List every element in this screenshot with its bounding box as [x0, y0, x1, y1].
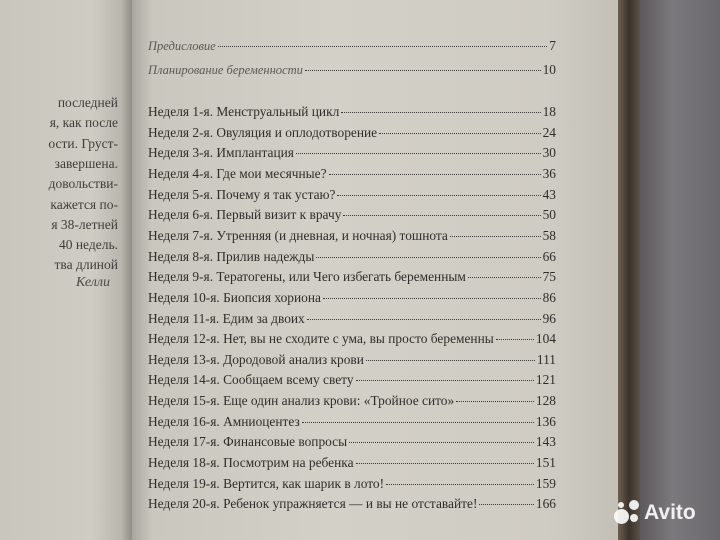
- toc-entry: [148, 166, 556, 182]
- toc-page-number: 166: [535, 496, 556, 512]
- dot-leader: [337, 195, 540, 196]
- dot-leader: [323, 298, 541, 299]
- toc-entry: [148, 393, 556, 409]
- toc-title: Неделя 2-я. Овуляция и оплодотворение: [148, 124, 378, 140]
- toc-title: Неделя 20-я. Ребенок упражняется — и вы не отставайте!: [148, 496, 478, 512]
- toc-page-number: 136: [535, 413, 556, 429]
- toc-entry: [148, 290, 556, 306]
- left-page: [0, 0, 132, 540]
- toc-title: Неделя 17-я. Финансовые вопросы: [148, 434, 348, 450]
- dot-leader: [456, 401, 534, 402]
- toc-title: Неделя 16-я. Амниоцентез: [148, 413, 300, 429]
- toc-entry: [148, 331, 556, 347]
- toc-entry: [148, 476, 556, 492]
- toc-page-number: 24: [542, 124, 556, 140]
- dot-leader: [307, 319, 541, 320]
- toc-title: Планирование беременности: [148, 63, 303, 77]
- toc-page-number: 86: [542, 289, 556, 305]
- signature: Келли: [75, 275, 110, 290]
- toc-title: Неделя 3-я. Имплантация: [148, 145, 294, 161]
- dot-leader: [349, 442, 534, 443]
- toc-title: Неделя 14-я. Сообщаем всему свету: [148, 372, 354, 388]
- toc-entry: [148, 145, 556, 161]
- toc-entry: [148, 104, 556, 120]
- toc-page-number: 128: [535, 393, 556, 409]
- toc-page-number: 143: [535, 434, 556, 450]
- watermark-text: Avito: [644, 501, 696, 524]
- toc-entry: [148, 455, 556, 471]
- toc-entry: [148, 249, 556, 265]
- left-page-line: ости. Груст-: [48, 135, 118, 151]
- toc-title: Предисловие: [148, 39, 216, 53]
- toc-page-number: 151: [535, 455, 556, 471]
- dot-leader: [496, 339, 534, 340]
- toc-title: Неделя 11-я. Едим за двоих: [148, 310, 305, 326]
- toc-page-number: 66: [542, 248, 556, 264]
- dot-leader: [316, 257, 540, 258]
- toc-page-number: 18: [542, 104, 556, 119]
- toc-title: Неделя 19-я. Вертится, как шарик в лото!: [148, 475, 385, 491]
- left-page-line: кажется по-: [50, 196, 118, 212]
- toc-entry: [148, 269, 556, 285]
- toc-title: Неделя 10-я. Биопсия хориона: [148, 289, 321, 305]
- toc-title: Неделя 18-я. Посмотрим на ребенка: [148, 455, 354, 471]
- dot-leader: [386, 484, 534, 485]
- avito-logo-icon: [614, 500, 640, 526]
- left-page-line: 40 недель.: [58, 237, 118, 253]
- toc-page-number: 111: [536, 351, 556, 367]
- dot-leader: [218, 46, 548, 47]
- toc-entry: [148, 62, 556, 78]
- toc-entry: [148, 352, 556, 368]
- dot-leader: [305, 70, 541, 71]
- toc-page-number: 30: [542, 145, 556, 161]
- toc-title: Неделя 1-я. Менструальный цикл: [148, 104, 340, 119]
- toc-title: Неделя 12-я. Нет, вы не сходите с ума, вы просто беременны: [148, 331, 494, 347]
- dot-leader: [468, 277, 541, 278]
- toc-title: Неделя 6-я. Первый визит к врачу: [148, 207, 342, 223]
- toc-title: Неделя 5-я. Почему я так устаю?: [148, 186, 336, 202]
- dot-leader: [379, 133, 541, 134]
- dot-leader: [329, 174, 541, 175]
- dot-leader: [341, 112, 540, 113]
- left-page-line: тва длиной: [54, 257, 118, 273]
- toc-page-number: 7: [549, 38, 556, 53]
- left-page-line: завершена.: [54, 155, 118, 171]
- toc-entry: [148, 311, 556, 327]
- book-edge: [618, 0, 640, 540]
- toc-entry: [148, 38, 556, 54]
- dot-leader: [356, 463, 534, 464]
- toc-page-number: 96: [542, 310, 556, 326]
- toc-page-number: 159: [535, 475, 556, 491]
- plastic-sleeve: [640, 0, 720, 540]
- toc-entry: [148, 496, 556, 512]
- dot-leader: [366, 360, 535, 361]
- dot-leader: [343, 215, 540, 216]
- toc-title: Неделя 7-я. Утренняя (и дневная, и ночная) тошнота: [148, 227, 448, 243]
- toc-page-number: 58: [542, 227, 556, 243]
- toc-page-number: 104: [535, 331, 556, 347]
- dot-leader: [356, 380, 534, 381]
- dot-leader: [450, 236, 541, 237]
- toc-title: Неделя 4-я. Где мои месячные?: [148, 165, 327, 181]
- toc-page-number: 43: [542, 186, 556, 202]
- toc-entry: [148, 228, 556, 244]
- toc-title: Неделя 15-я. Еще один анализ крови: «Тройное сито»: [148, 393, 455, 409]
- dot-leader: [479, 504, 534, 505]
- toc-entry: [148, 187, 556, 203]
- toc-page-number: 121: [535, 372, 556, 388]
- toc-entry: [148, 125, 556, 141]
- toc-entry: [148, 372, 556, 388]
- left-page-line: я, как после: [49, 115, 118, 131]
- left-page-line: последней: [57, 95, 118, 110]
- dot-leader: [302, 422, 534, 423]
- dot-leader: [296, 153, 541, 154]
- left-page-line: довольстви-: [48, 176, 118, 192]
- toc-page-number: 50: [542, 207, 556, 223]
- avito-watermark: [614, 500, 696, 526]
- toc-page-number: 36: [542, 165, 556, 181]
- toc-page-number: 75: [542, 269, 556, 285]
- toc-title: Неделя 9-я. Тератогены, или Чего избегать беременным: [148, 269, 466, 285]
- toc-entry: [148, 207, 556, 223]
- toc-page-number: 10: [542, 62, 556, 77]
- toc-entry: [148, 434, 556, 450]
- toc-title: Неделя 13-я. Дородовой анализ крови: [148, 351, 364, 367]
- left-page-line: я 38-летней: [51, 216, 118, 232]
- toc-title: Неделя 8-я. Прилив надежды: [148, 248, 315, 264]
- toc-entry: [148, 414, 556, 430]
